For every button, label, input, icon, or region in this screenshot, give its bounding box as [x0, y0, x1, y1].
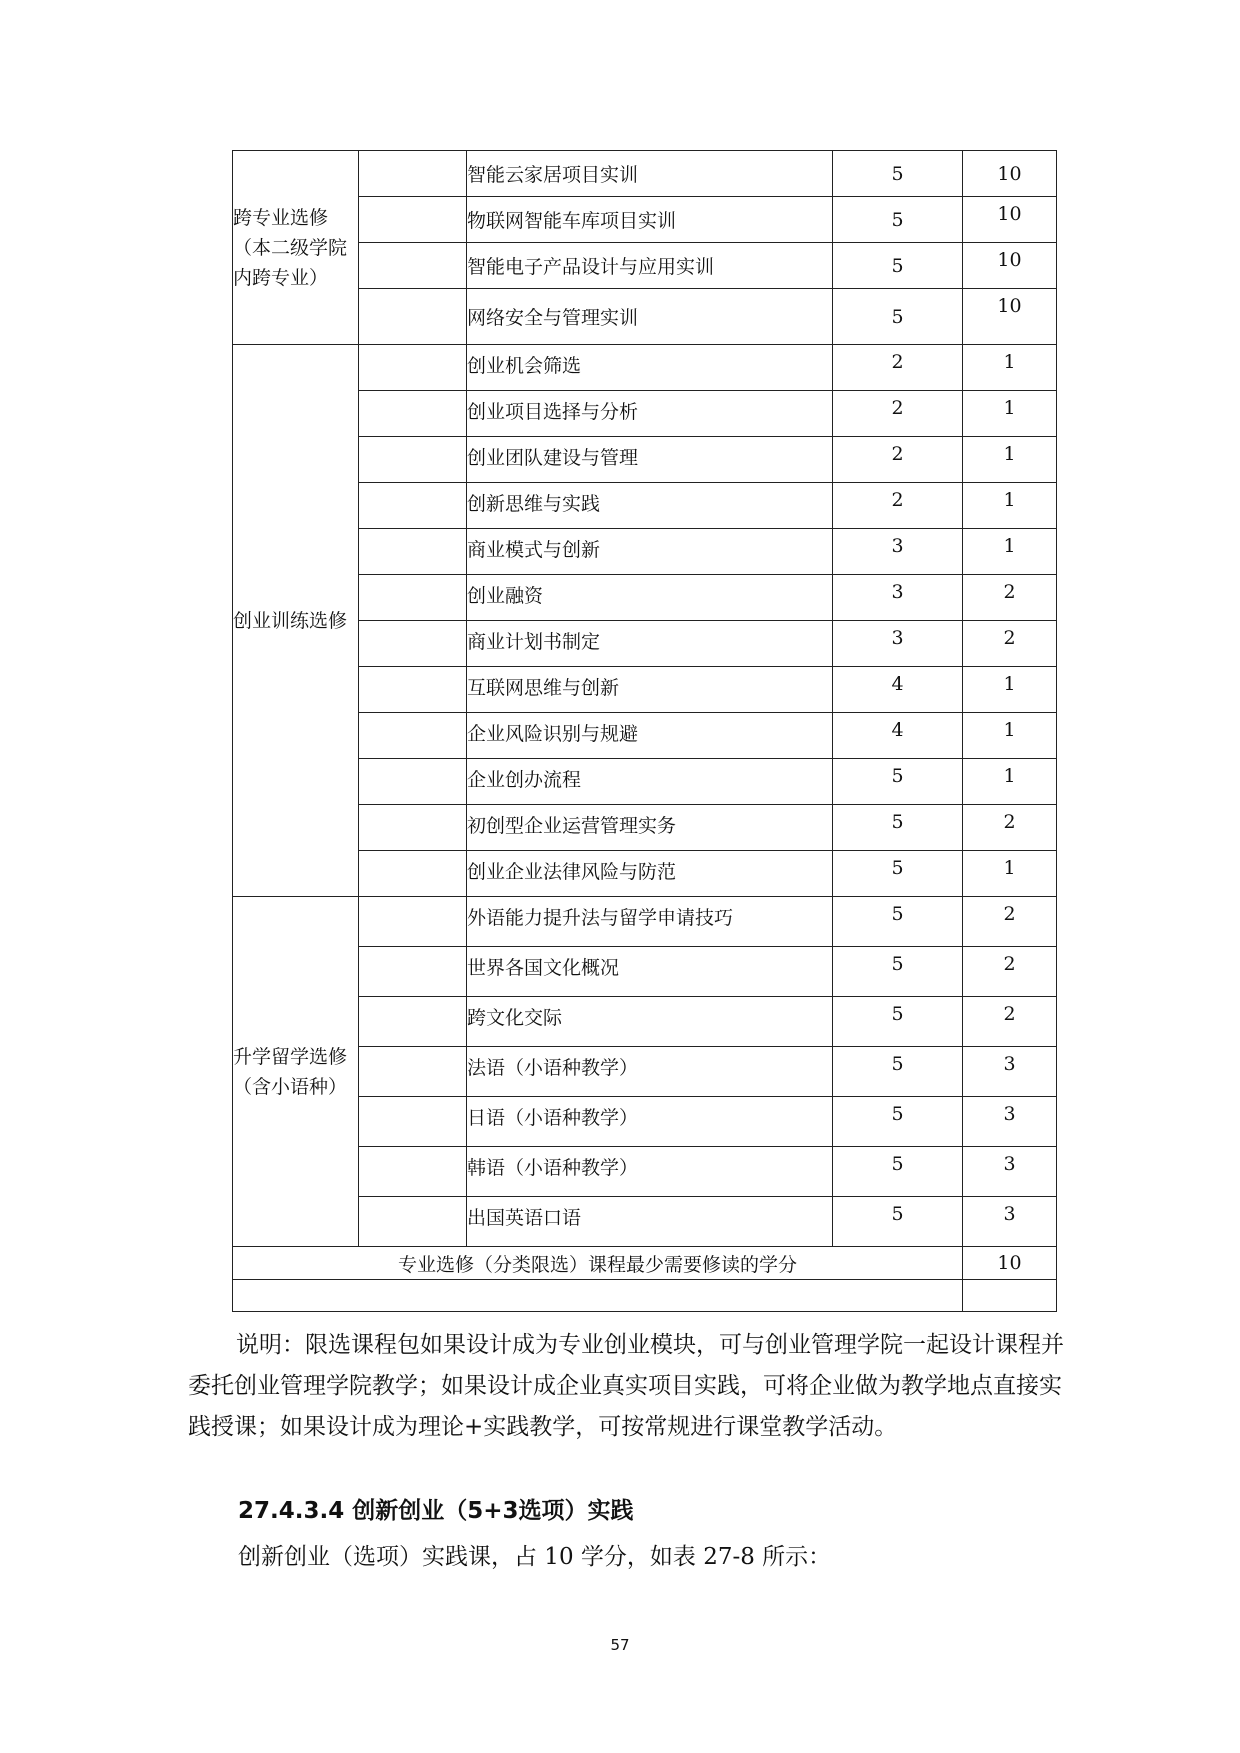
course-name-cell: 创业项目选择与分析 [467, 391, 833, 437]
table-row [233, 897, 1057, 947]
hours-cell: 5 [833, 997, 963, 1047]
hours-cell: 5 [833, 759, 963, 805]
credit-cell: 1 [963, 391, 1057, 437]
course-name-cell: 日语（小语种教学） [467, 1097, 833, 1147]
hours-cell: 5 [833, 851, 963, 897]
blank-cell [359, 1047, 467, 1097]
course-name-cell: 出国英语口语 [467, 1197, 833, 1247]
credit-cell: 10 [963, 243, 1057, 289]
blank-cell [359, 1197, 467, 1247]
credit-cell: 3 [963, 1097, 1057, 1147]
notes-text: 说明：限选课程包如果设计成为专业创业模块，可与创业管理学院一起设计课程并委托创业管理学院教学；如果设计成企业真实项目实践，可将企业做为教学地点直接实践授课；如果设计成为理论+实践教学，可按常规进行课堂教学活动。 [188, 1332, 1064, 1440]
credit-cell: 3 [963, 1147, 1057, 1197]
blank-cell [963, 1280, 1057, 1312]
hours-cell: 5 [833, 1197, 963, 1247]
credit-cell: 1 [963, 345, 1057, 391]
hours-cell: 3 [833, 575, 963, 621]
hours-cell: 3 [833, 621, 963, 667]
course-name-cell: 法语（小语种教学） [467, 1047, 833, 1097]
course-name-cell: 商业计划书制定 [467, 621, 833, 667]
credit-cell: 2 [963, 947, 1057, 997]
empty-row [233, 1280, 1057, 1312]
course-name-cell: 世界各国文化概况 [467, 947, 833, 997]
section-heading: 27.4.3.4 创新创业（5+3选项）实践 [238, 1498, 634, 1524]
blank-cell [359, 1147, 467, 1197]
hours-cell: 4 [833, 667, 963, 713]
blank-cell [359, 805, 467, 851]
blank-cell [359, 667, 467, 713]
course-name-cell: 初创型企业运营管理实务 [467, 805, 833, 851]
hours-cell: 5 [833, 947, 963, 997]
blank-cell [359, 151, 467, 197]
course-name-cell: 智能电子产品设计与应用实训 [467, 243, 833, 289]
blank-cell [359, 713, 467, 759]
course-name-cell: 智能云家居项目实训 [467, 151, 833, 197]
elective-course-table [232, 150, 1057, 1312]
blank-cell [359, 575, 467, 621]
credit-cell: 1 [963, 483, 1057, 529]
credit-cell: 10 [963, 289, 1057, 345]
credit-cell: 3 [963, 1047, 1057, 1097]
course-name-cell: 企业创办流程 [467, 759, 833, 805]
credit-cell: 1 [963, 851, 1057, 897]
blank-cell [359, 621, 467, 667]
credit-cell: 2 [963, 897, 1057, 947]
course-name-cell: 创业机会筛选 [467, 345, 833, 391]
category-cell: 跨专业选修（本二级学院内跨专业） [233, 151, 359, 345]
course-name-cell: 企业风险识别与规避 [467, 713, 833, 759]
course-name-cell: 创业企业法律风险与防范 [467, 851, 833, 897]
hours-cell: 2 [833, 483, 963, 529]
course-name-cell: 韩语（小语种教学） [467, 1147, 833, 1197]
course-name-cell: 创业融资 [467, 575, 833, 621]
blank-cell [359, 437, 467, 483]
blank-cell [359, 529, 467, 575]
course-name-cell: 创业团队建设与管理 [467, 437, 833, 483]
credit-cell: 1 [963, 713, 1057, 759]
blank-cell [359, 759, 467, 805]
page-number: 57 [610, 1636, 630, 1654]
blank-cell [359, 345, 467, 391]
hours-cell: 5 [833, 197, 963, 243]
summary-row [233, 1247, 1057, 1280]
table-row [233, 151, 1057, 197]
hours-cell: 4 [833, 713, 963, 759]
credit-cell: 10 [963, 197, 1057, 243]
course-name-cell: 物联网智能车库项目实训 [467, 197, 833, 243]
intro-paragraph: 创新创业（选项）实践课，占 10 学分，如表 27-8 所示： [238, 1544, 832, 1570]
blank-cell [359, 197, 467, 243]
hours-cell: 5 [833, 151, 963, 197]
course-name-cell: 网络安全与管理实训 [467, 289, 833, 345]
category-cell: 升学留学选修（含小语种） [233, 897, 359, 1247]
hours-cell: 5 [833, 1047, 963, 1097]
blank-cell [233, 1280, 963, 1312]
hours-cell: 2 [833, 437, 963, 483]
hours-cell: 5 [833, 1097, 963, 1147]
hours-cell: 3 [833, 529, 963, 575]
hours-cell: 5 [833, 1147, 963, 1197]
course-name-cell: 创新思维与实践 [467, 483, 833, 529]
blank-cell [359, 947, 467, 997]
credit-cell: 10 [963, 151, 1057, 197]
table-row [233, 345, 1057, 391]
credit-cell: 1 [963, 437, 1057, 483]
hours-cell: 2 [833, 391, 963, 437]
blank-cell [359, 483, 467, 529]
summary-value: 10 [963, 1247, 1057, 1280]
hours-cell: 2 [833, 345, 963, 391]
hours-cell: 5 [833, 805, 963, 851]
blank-cell [359, 997, 467, 1047]
course-name-cell: 跨文化交际 [467, 997, 833, 1047]
blank-cell [359, 243, 467, 289]
category-cell: 创业训练选修 [233, 345, 359, 897]
notes-paragraph [188, 1325, 1068, 1448]
course-name-cell: 互联网思维与创新 [467, 667, 833, 713]
course-name-cell: 外语能力提升法与留学申请技巧 [467, 897, 833, 947]
hours-cell: 5 [833, 243, 963, 289]
credit-cell: 3 [963, 1197, 1057, 1247]
credit-cell: 2 [963, 997, 1057, 1047]
credit-cell: 2 [963, 621, 1057, 667]
blank-cell [359, 851, 467, 897]
blank-cell [359, 391, 467, 437]
credit-cell: 2 [963, 805, 1057, 851]
course-name-cell: 商业模式与创新 [467, 529, 833, 575]
credit-cell: 1 [963, 759, 1057, 805]
hours-cell: 5 [833, 897, 963, 947]
credit-cell: 1 [963, 667, 1057, 713]
hours-cell: 5 [833, 289, 963, 345]
credit-cell: 1 [963, 529, 1057, 575]
blank-cell [359, 1097, 467, 1147]
credit-cell: 2 [963, 575, 1057, 621]
blank-cell [359, 897, 467, 947]
summary-label: 专业选修（分类限选）课程最少需要修读的学分 [233, 1247, 963, 1280]
blank-cell [359, 289, 467, 345]
